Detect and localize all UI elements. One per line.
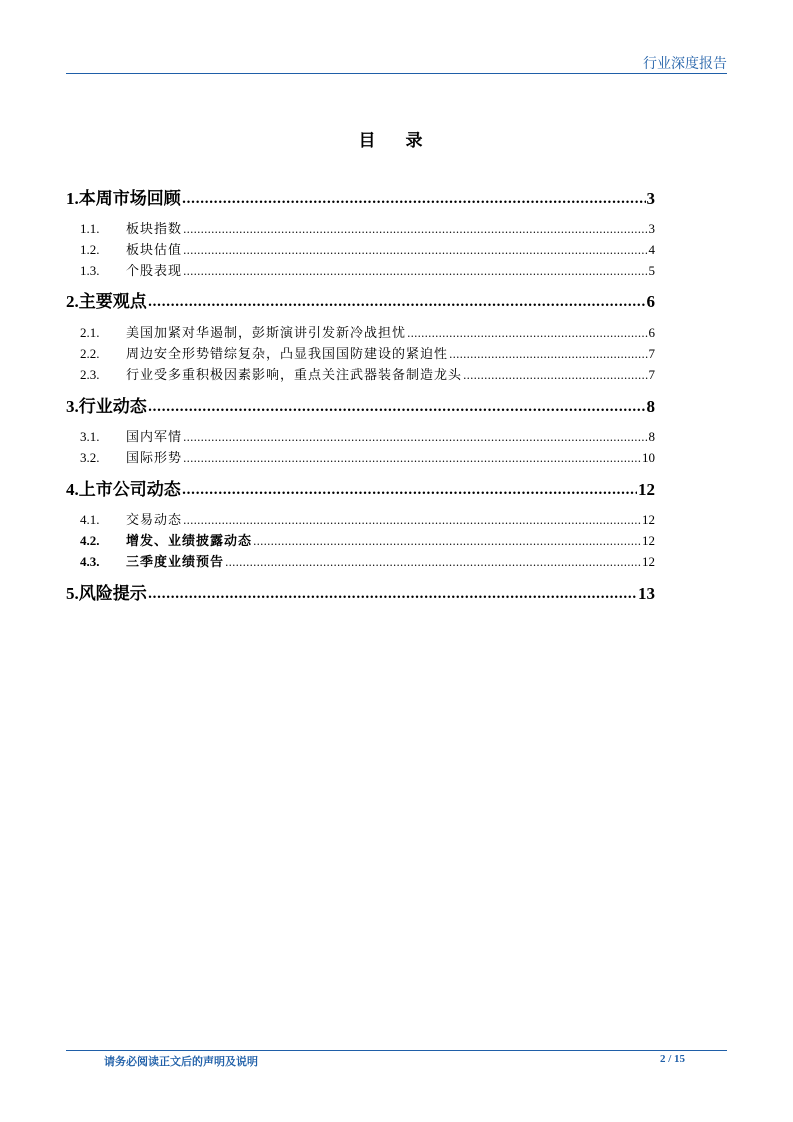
toc-entry-number: 1. — [66, 189, 79, 208]
toc-entry-number: 3. — [66, 397, 79, 416]
toc-entry-number: 3.1. — [80, 429, 126, 445]
toc-leader-dots — [182, 193, 646, 209]
toc-entry-label: 板块估值 — [126, 239, 182, 258]
toc-entry-section-4[interactable] — [66, 478, 655, 500]
toc-entry-label: 国内军情 — [126, 426, 182, 445]
toc-entry-label: 个股表现 — [126, 260, 182, 279]
toc-entry-section-3[interactable] — [66, 395, 655, 417]
toc-entry-label: 国际形势 — [126, 447, 182, 466]
toc-entry-page: 12 — [642, 554, 655, 569]
toc-entry-1-1[interactable] — [80, 219, 655, 237]
toc-entry-page: 12 — [642, 533, 655, 548]
toc-entry-section-1[interactable] — [66, 187, 655, 209]
toc-entry-label: 增发、业绩披露动态 — [126, 530, 252, 549]
toc-entry-page: 5 — [648, 263, 655, 278]
toc-leader-dots — [449, 349, 647, 362]
toc-entry-number: 1.1. — [80, 221, 126, 237]
toc-entry-label: 三季度业绩预告 — [126, 551, 224, 570]
toc-entry-number: 2.1. — [80, 325, 126, 341]
toc-entry-number: 4.2. — [80, 533, 126, 549]
toc-entry-section-2[interactable] — [66, 290, 655, 312]
toc-entry-2-1[interactable] — [80, 323, 655, 341]
toc-entry-number: 1.3. — [80, 263, 126, 279]
toc-leader-dots — [183, 515, 641, 528]
toc-entry-number: 2. — [66, 292, 79, 311]
toc-entry-label: 美国加紧对华遏制，彭斯演讲引发新冷战担忧 — [126, 322, 406, 341]
toc-entry-label: 本周市场回顾 — [79, 184, 181, 209]
toc-title: 目 录 — [358, 131, 435, 151]
toc-entry-label: 行业受多重积极因素影响，重点关注武器装备制造龙头 — [126, 364, 462, 383]
toc-entry-4-2[interactable] — [80, 531, 655, 549]
toc-leader-dots — [225, 557, 641, 570]
toc-leader-dots — [463, 370, 647, 383]
toc-entry-number: 2.2. — [80, 346, 126, 362]
toc-leader-dots — [182, 484, 637, 500]
toc-entry-page: 8 — [646, 397, 655, 416]
toc-entry-page: 8 — [648, 429, 655, 444]
toc-entry-number: 3.2. — [80, 450, 126, 466]
toc-leader-dots — [183, 266, 647, 279]
toc-entry-label: 行业动态 — [79, 392, 147, 417]
toc-leader-dots — [183, 245, 647, 258]
toc-entry-number: 4.1. — [80, 512, 126, 528]
report-type-label: 行业深度报告 — [643, 56, 727, 72]
toc-entry-page: 3 — [648, 221, 655, 236]
toc-entry-page: 13 — [638, 584, 655, 603]
toc-leader-dots — [148, 588, 637, 604]
toc-entry-number: 2.3. — [80, 367, 126, 383]
toc-leader-dots — [148, 296, 646, 312]
toc-entry-number: 5. — [66, 584, 79, 603]
toc-entry-page: 6 — [648, 325, 655, 340]
toc-leader-dots — [183, 453, 641, 466]
toc-entry-page: 6 — [646, 292, 655, 311]
toc-entry-label: 交易动态 — [126, 509, 182, 528]
toc-entry-label: 上市公司动态 — [79, 475, 181, 500]
toc-entry-page: 3 — [646, 189, 655, 208]
toc-entry-page: 12 — [642, 512, 655, 527]
toc-entry-3-2[interactable] — [80, 448, 655, 466]
toc-entry-page: 10 — [642, 450, 655, 465]
toc-entry-label: 周边安全形势错综复杂，凸显我国国防建设的紧迫性 — [126, 343, 448, 362]
header-divider — [66, 73, 727, 74]
toc-entry-2-3[interactable] — [80, 365, 655, 383]
toc-entry-page: 12 — [638, 480, 655, 499]
toc-entry-3-1[interactable] — [80, 427, 655, 445]
disclaimer-note: 请务必阅读正文后的声明及说明 — [104, 1055, 258, 1068]
footer-divider — [66, 1050, 727, 1051]
toc-entry-number: 4.3. — [80, 554, 126, 570]
toc-leader-dots — [148, 401, 646, 417]
toc-entry-label: 风险提示 — [79, 579, 147, 604]
toc-entry-number: 4. — [66, 480, 79, 499]
page-number: 2 / 15 — [660, 1053, 686, 1065]
toc-entry-4-3[interactable] — [80, 552, 655, 570]
toc-leader-dots — [183, 224, 647, 237]
toc-entry-section-5[interactable] — [66, 582, 655, 604]
toc-entry-number: 1.2. — [80, 242, 126, 258]
toc-entry-page: 7 — [648, 346, 655, 361]
toc-leader-dots — [407, 328, 647, 341]
toc-leader-dots — [183, 432, 647, 445]
toc-entry-4-1[interactable] — [80, 510, 655, 528]
toc-entry-1-2[interactable] — [80, 240, 655, 258]
toc-entry-1-3[interactable] — [80, 261, 655, 279]
toc-entry-label: 主要观点 — [79, 287, 147, 312]
toc-entry-label: 板块指数 — [126, 218, 182, 237]
toc-entry-page: 7 — [648, 367, 655, 382]
toc-entry-page: 4 — [648, 242, 655, 257]
toc-entry-2-2[interactable] — [80, 344, 655, 362]
toc-leader-dots — [253, 536, 641, 549]
